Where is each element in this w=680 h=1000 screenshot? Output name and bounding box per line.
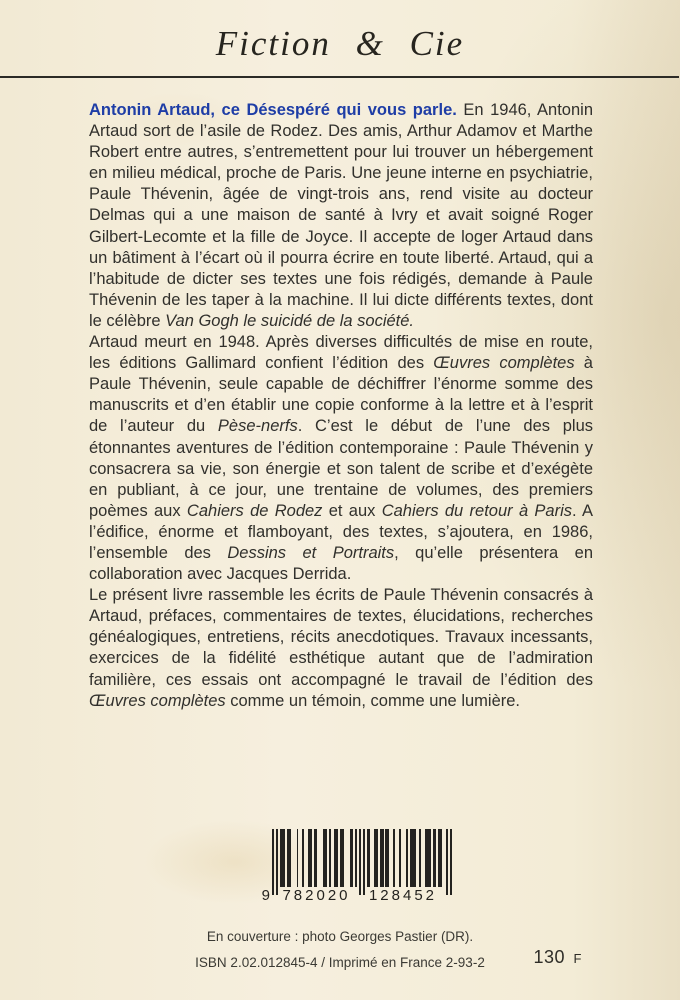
barcode-digits-right: 128452 <box>368 887 438 904</box>
barcode-digits <box>261 887 462 905</box>
barcode <box>258 829 468 907</box>
blurb <box>89 100 593 712</box>
blurb-paragraph: Antonin Artaud, ce Désespéré qui vous parle. En 1946, Antonin Artaud sort de l’asile de Rodez. Des amis, Arthur Adamov et Marthe Robert entre autres, s’entremettent pour lui trouver un hébergement en milieu médical, proche de Paris. Une jeune interne en psychiatrie, Paule Thévenin, âgée de vingt-trois ans, rend visite au docteur Delmas qui a une maison de santé à Ivry et avait soigné Roger Gilbert-Lecomte et la fille de Joyce. Il accepte de loger Artaud dans un bâtiment à l’écart où il pourra écrire en toute liberté. Artaud, qui a l’habitude de dicter ses textes une fois rédigés, demande à Paule Thévenin de les taper à la machine. Il lui dicte différents textes, dont le célèbre Van Gogh le suicidé de la société. <box>89 101 593 330</box>
isbn-line: ISBN 2.02.012845-4 / Imprimé en France 2-93-2 <box>195 955 485 970</box>
blurb-paragraph: Le présent livre rassemble les écrits de Paule Thévenin consacrés à Artaud, préfaces, commentaires de textes, élucidations, recherches généalogiques, entretiens, récits anecdotiques. Travaux incessants, exercices de la fidélité esthétique autant que de l’admiration familière, ces essais ont accompagné le travail de l’édition des Œuvres complètes comme un témoin, comme une lumière. <box>89 586 593 710</box>
header-divider <box>0 76 679 78</box>
barcode-bars <box>272 829 452 895</box>
price-currency: F <box>573 951 582 966</box>
barcode-lead-digit: 9 <box>261 887 270 904</box>
price-amount: 130 <box>533 947 566 967</box>
blurb-paragraph: Artaud meurt en 1948. Après diverses difficultés de mise en route, les éditions Gallimard confient l’édition des Œuvres complètes à Paule Thévenin, seule capable de déchiffrer l’énorme somme des manuscrits et d’en établir une copie conforme à la lettre et à l’esprit de l’auteur du Pèse-nerfs. C’est le début de l’une des plus étonnantes aventures de l’édition contemporaine : Paule Thévenin y consacrera sa vie, son énergie et son talent de scribe et d’exégète en publiant, à ce jour, une trentaine de volumes, des premiers poèmes aux Cahiers de Rodez et aux Cahiers du retour à Paris. A l’édifice, énorme et flamboyant, des textes, s’ajoutera, en 1986, l’ensemble des Dessins et Portraits, qu’elle présentera en collaboration avec Jacques Derrida. <box>89 333 593 584</box>
barcode-digits-left: 782020 <box>282 887 351 904</box>
cover-credit: En couverture : photo Georges Pastier (DR). <box>206 929 474 944</box>
barcode-bar <box>450 829 452 895</box>
price <box>533 947 582 968</box>
collection-title: Fiction & Cie <box>215 24 465 63</box>
